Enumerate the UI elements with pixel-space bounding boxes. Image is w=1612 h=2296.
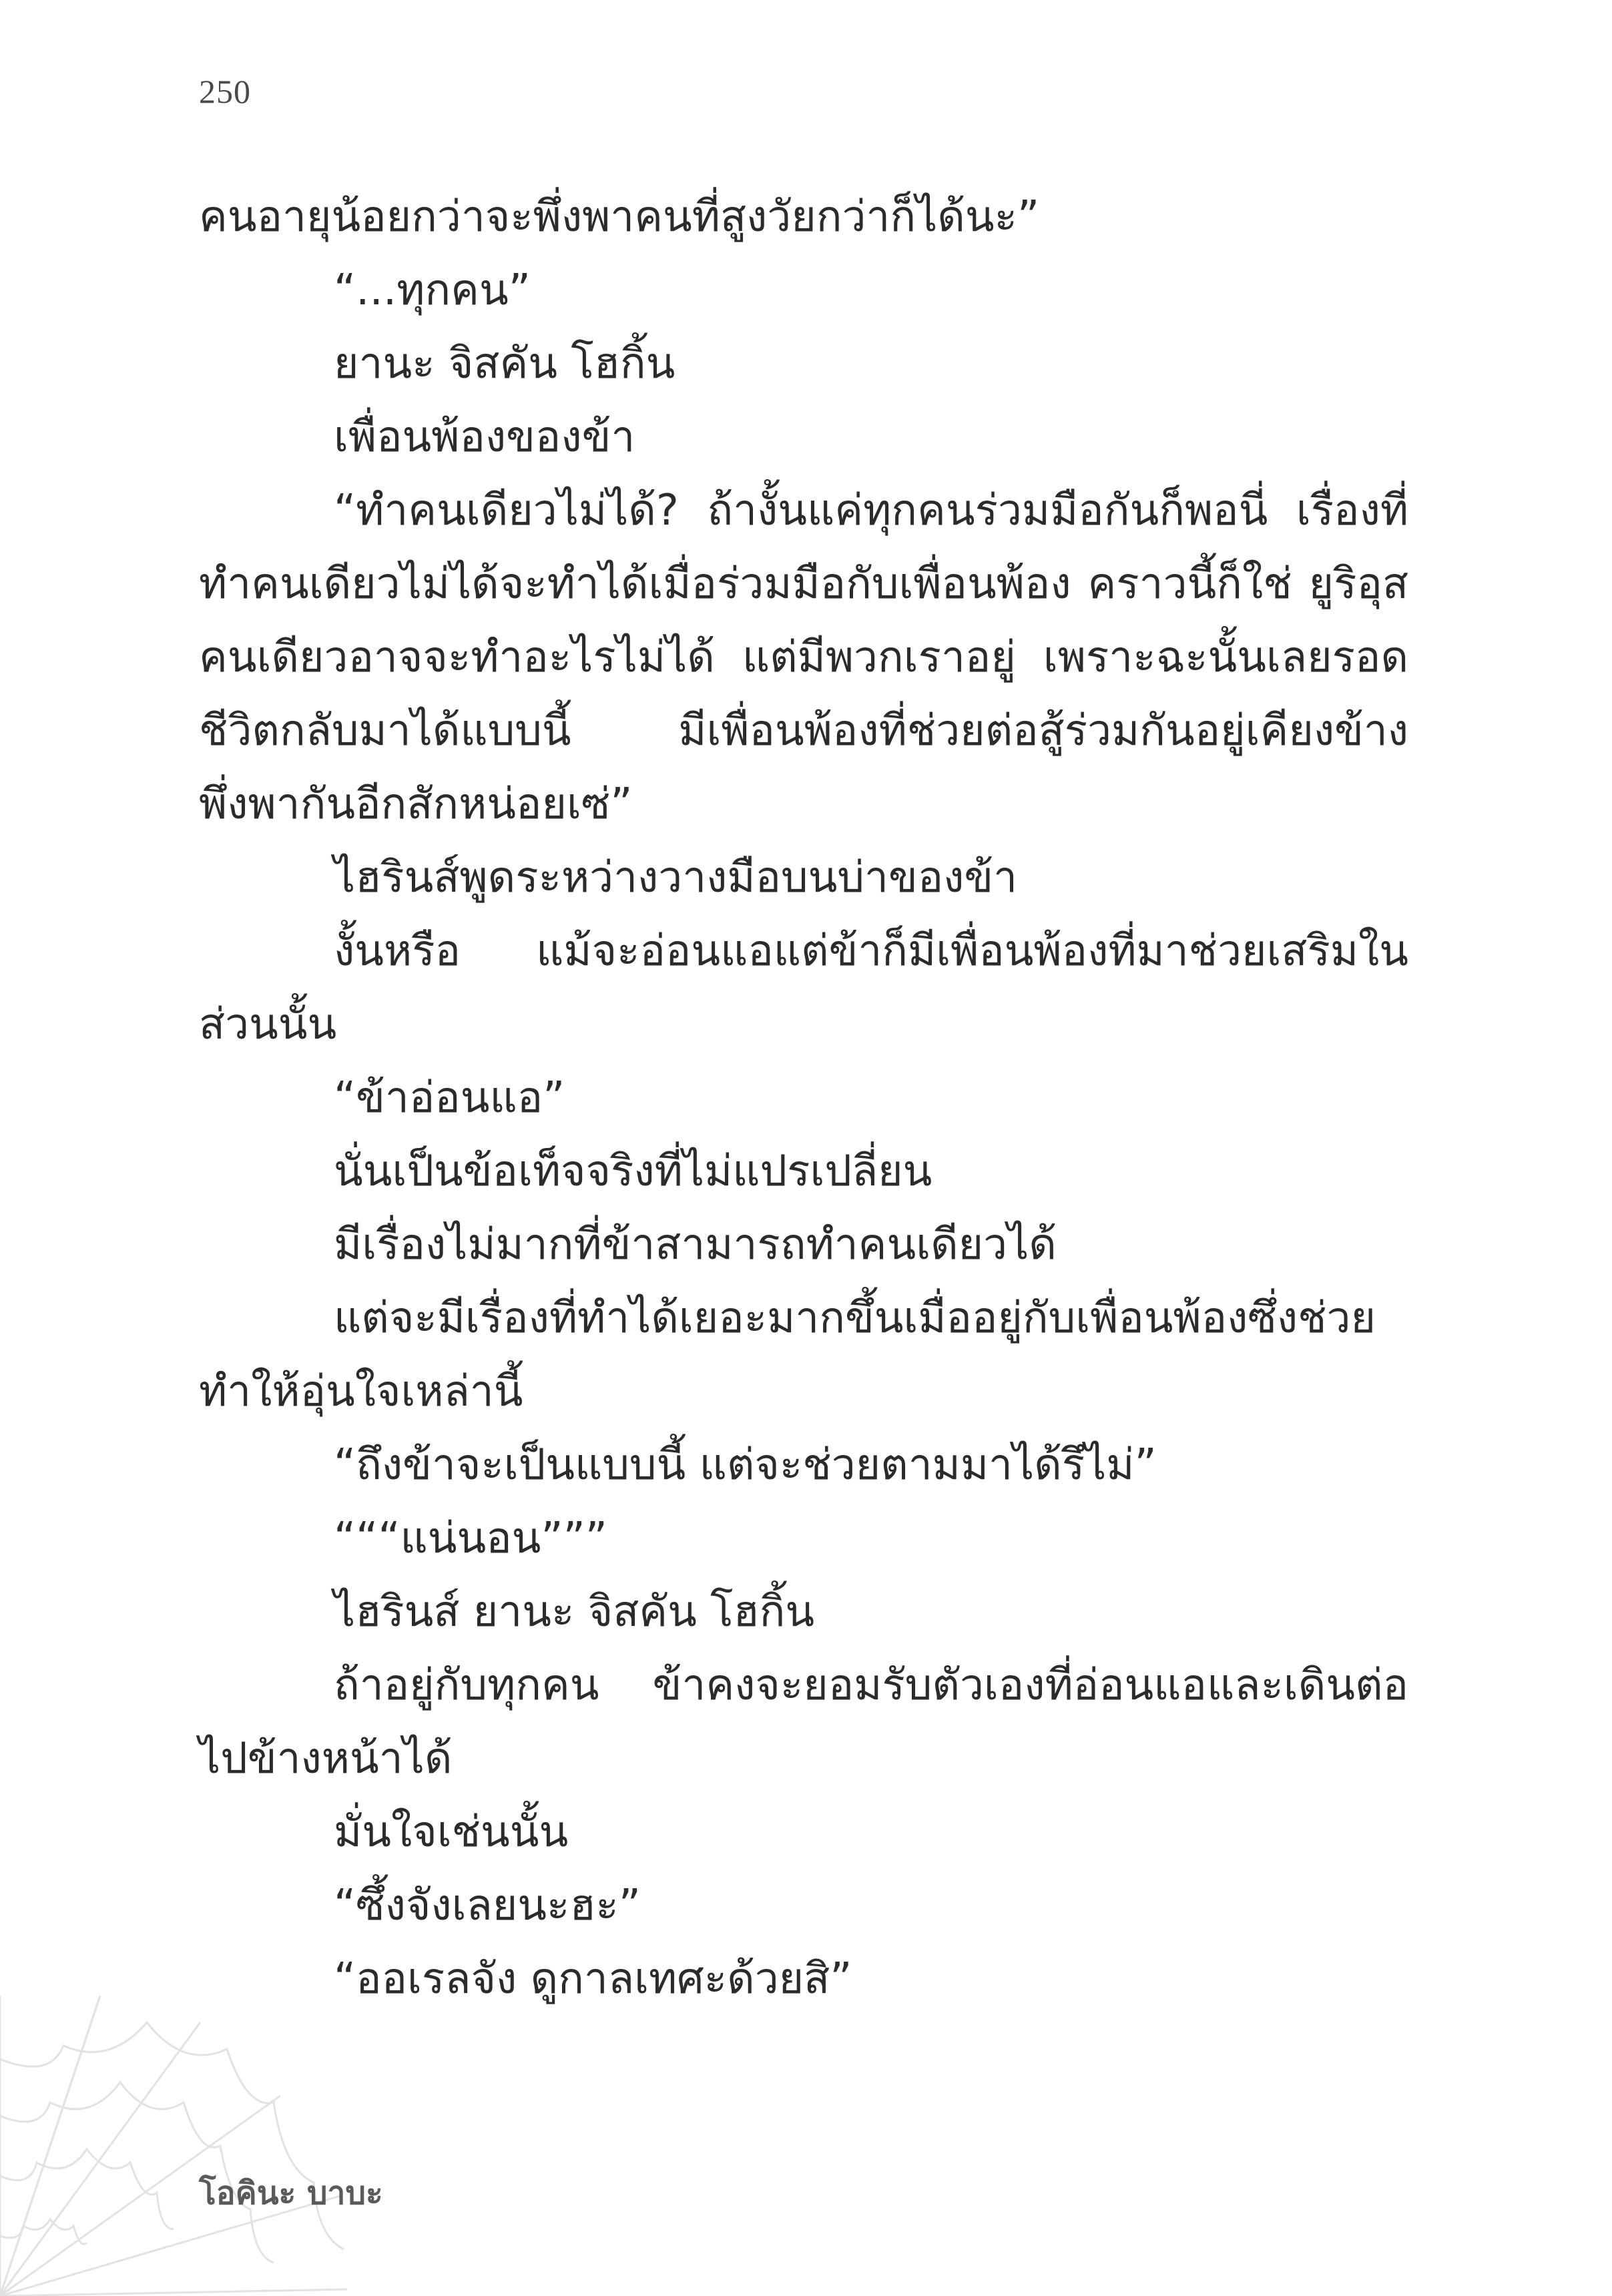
- paragraph: “ออเรลจัง ดูกาลเทศะด้วยสิ”: [334, 1954, 852, 2004]
- footer-book-title: โอคินะ บาบะ: [199, 2175, 383, 2212]
- paragraph: “““แน่นอน”””: [334, 1514, 607, 1563]
- paragraph: มั่นใจเช่นนั้น: [334, 1807, 569, 1857]
- paragraph: คนอายุน้อยกว่าจะพึ่งพาคนที่สูงวัยกว่าก็ได้นะ”: [199, 192, 1040, 242]
- paragraph: “ทำคนเดียวไม่ได้? ถ้างั้นแค่ทุกคนร่วมมือกันก็พอนี่ เรื่องที่ทำคนเดียวไม่ได้จะทำได้เมื่อร่วมมือกับเพื่อนพ้อง คราวนี้ก็ใช่ ยูริอุสคนเดียวอาจจะทำอะไรไม่ได้ แต่มีพวกเราอยู่ เพราะฉะนั้นเลยรอดชีวิตกลับมาได้แบบนี้ มีเพื่อนพ้องที่ช่วยต่อสู้ร่วมกันอยู่เคียงข้างพึ่งพากันอีกสักหน่อยเซ่”: [199, 486, 1408, 829]
- page-number: 250: [199, 73, 251, 110]
- paragraph: งั้นหรือ แม้จะอ่อนแอแต่ข้าก็มีเพื่อนพ้องที่มาช่วยเสริมในส่วนนั้น: [199, 926, 1408, 1049]
- paragraph: มีเรื่องไม่มากที่ข้าสามารถทำคนเดียวได้: [334, 1220, 1057, 1269]
- paragraph: “ถึงข้าจะเป็นแบบนี้ แต่จะช่วยตามมาได้รึไม่”: [334, 1440, 1157, 1490]
- text-body: [199, 180, 1408, 2016]
- paragraph: ไฮรินส์ ยานะ จิสคัน โฮกิ้น: [334, 1587, 815, 1637]
- paragraph: ไฮรินส์พูดระหว่างวางมือบนบ่าของข้า: [334, 853, 1018, 902]
- paragraph: นั่นเป็นข้อเท็จจริงที่ไม่แปรเปลี่ยน: [334, 1147, 932, 1196]
- paragraph: ถ้าอยู่กับทุกคน ข้าคงจะยอมรับตัวเองที่อ่อนแอและเดินต่อไปข้างหน้าได้: [199, 1661, 1408, 1783]
- paragraph: “...ทุกคน”: [334, 266, 531, 315]
- paragraph: “ซึ้งจังเลยนะฮะ”: [334, 1881, 641, 1930]
- spider-web-decoration-icon: [0, 1996, 347, 2296]
- paragraph: ยานะ จิสคัน โฮกิ้น: [334, 339, 676, 388]
- paragraph: “ข้าอ่อนแอ”: [334, 1073, 565, 1123]
- paragraph: เพื่อนพ้องของข้า: [334, 412, 635, 462]
- paragraph: แต่จะมีเรื่องที่ทำได้เยอะมากขึ้นเมื่ออยู่กับเพื่อนพ้องซึ่งช่วยทำให้อุ่นใจเหล่านี้: [199, 1294, 1376, 1416]
